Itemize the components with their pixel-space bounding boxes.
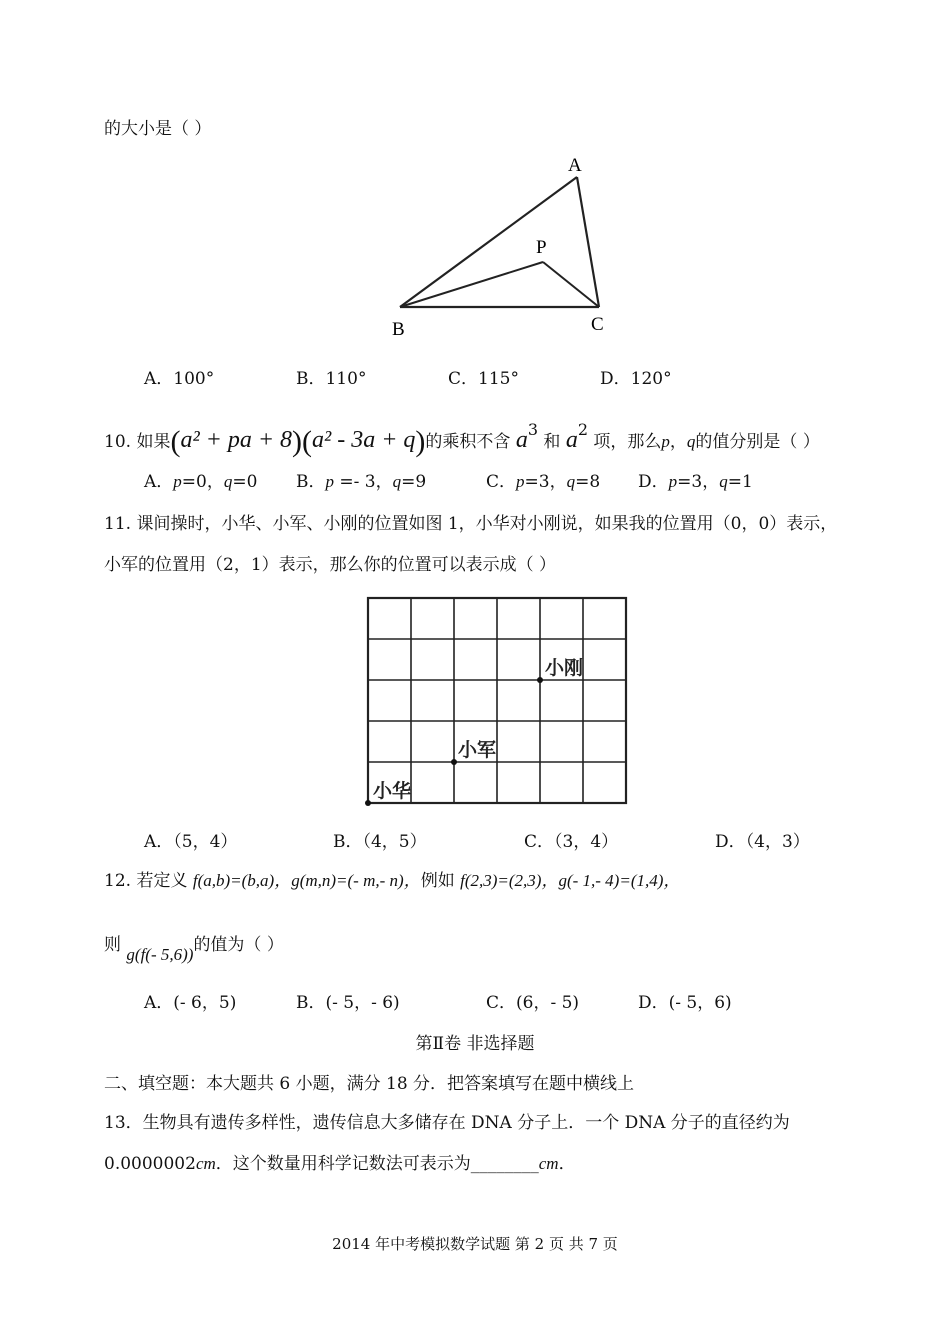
q10-var-q: q xyxy=(686,432,696,451)
q11-line-2: 小军的位置用（2，1）表示，那么你的位置可以表示成（ ） xyxy=(104,555,557,575)
q10-expr-1: a² + pa + 8 xyxy=(180,427,293,453)
q10-var-a3: a xyxy=(515,427,528,453)
q10-var-a2: a xyxy=(565,427,578,453)
triangle-figure xyxy=(380,150,620,350)
q9-option-d: D．120° xyxy=(600,369,672,389)
edge-ac xyxy=(577,177,599,307)
q13-unit-2: cm xyxy=(538,1154,559,1173)
q11-option-b: B．（4，5） xyxy=(333,832,427,852)
edge-ab xyxy=(400,177,577,307)
q11-option-d: D．（4，3） xyxy=(715,832,810,852)
label-a: A xyxy=(568,155,582,176)
edge-pc xyxy=(543,262,599,307)
point-jun xyxy=(451,759,457,765)
q12-line-1: 12. 若定义 f(a,b)=(b,a)，g(m,n)=(- m,- n)，例如 f(2,3)=(2,3)，g(- 1,- 4)=(1,4)， xyxy=(104,871,681,891)
label-xiaogang: 小刚 xyxy=(545,657,584,679)
position-grid xyxy=(362,592,632,812)
q12-option-c: C．(6，- 5) xyxy=(486,993,580,1013)
q12-def-f: f(a,b)=(b,a)， xyxy=(192,871,292,890)
q12-option-b: B．(- 5，- 6) xyxy=(296,993,400,1013)
q10-option-b: B．p =- 3，q=9 xyxy=(296,472,427,492)
part-two-heading: 二、填空题：本大题共 6 小题，满分 18 分．把答案填写在题中横线上 xyxy=(104,1074,635,1094)
q10-text-1: 如果 xyxy=(136,432,171,452)
q10-var-p: p xyxy=(661,432,670,451)
q10-option-d: D．p=3，q=1 xyxy=(638,472,753,492)
q10-exp-3: 3 xyxy=(527,420,539,439)
q9-tail: 的大小是（ ） xyxy=(104,119,212,139)
q9-option-a: A．100° xyxy=(144,369,215,389)
q10-option-c: C．p=3，q=8 xyxy=(486,472,601,492)
q10-text-5: ， xyxy=(669,432,687,452)
q10-text-3: 和 xyxy=(543,432,561,452)
q9-option-c: C．115° xyxy=(448,369,519,389)
label-p: P xyxy=(536,237,547,258)
q12-line-2: 则 g(f(- 5,6))的值为（ ） xyxy=(104,935,284,964)
q9-option-b: B．110° xyxy=(296,369,367,389)
q11-option-c: C．（3，4） xyxy=(524,832,619,852)
q10-stem: 10. 如果(a² + pa + 8)(a² - 3a + q)的乘积不含 a3 和 a2 项，那么p，q的值分别是（ ） xyxy=(104,420,820,458)
q13-value: 0.0000002 xyxy=(104,1154,196,1174)
q13-unit: cm xyxy=(195,1154,216,1173)
q10-expr-2: a² - 3a + q xyxy=(312,427,416,453)
section-title: 第Ⅱ卷 非选择题 xyxy=(415,1034,535,1054)
q13-line-2: 0.0000002cm．这个数量用科学记数法可表示为________cm． xyxy=(104,1154,576,1174)
q12-expression: g(f(- 5,6)) xyxy=(126,945,194,964)
q12-option-a: A．(- 6，5) xyxy=(144,993,237,1013)
answer-blank: ________ xyxy=(470,1154,539,1174)
page-footer: 2014 年中考模拟数学试题 第 2 页 共 7 页 xyxy=(332,1235,618,1253)
q10-text-6: 的值分别是（ ） xyxy=(695,432,820,452)
point-gang xyxy=(537,677,543,683)
edge-bp xyxy=(400,262,543,307)
q10-exp-2: 2 xyxy=(577,420,589,439)
label-b: B xyxy=(392,319,405,340)
q11-line-1: 11. 课间操时，小华、小军、小刚的位置如图 1，小华对小刚说，如果我的位置用（0，0）表示， xyxy=(104,514,838,534)
q11-option-a: A．（5，4） xyxy=(144,832,238,852)
point-hua xyxy=(365,800,371,806)
label-c: C xyxy=(591,314,604,335)
q10-option-a: A．p=0，q=0 xyxy=(144,472,258,492)
q13-line-1: 13．生物具有遗传多样性，遗传信息大多储存在 DNA 分子上．一个 DNA 分子的直径约为 xyxy=(104,1113,790,1133)
q10-number: 10. xyxy=(104,432,132,452)
q12-example-g: g(- 1,- 4)=(1,4)， xyxy=(558,871,681,890)
label-xiaojun: 小军 xyxy=(458,739,497,761)
q12-def-g: g(m,n)=(- m,- n)， xyxy=(291,871,421,890)
q10-text-2: 的乘积不含 xyxy=(425,432,511,452)
q12-example-f: f(2,3)=(2,3)， xyxy=(460,871,559,890)
label-xiaohua: 小华 xyxy=(373,780,412,802)
q12-option-d: D．(- 5，6) xyxy=(638,993,732,1013)
q10-text-4: 项，那么 xyxy=(593,432,662,452)
